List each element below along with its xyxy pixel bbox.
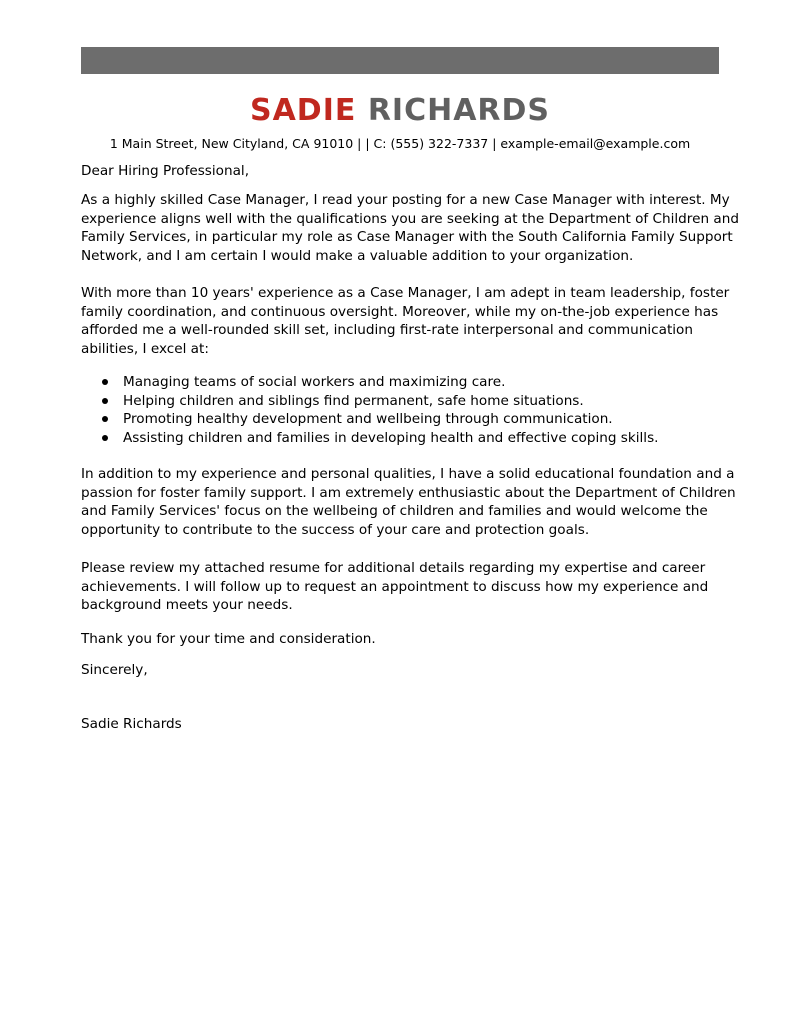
bullet-icon [102, 398, 108, 404]
text-line: In addition to my experience and personal qualities, I have a solid educational foundation and a [81, 466, 735, 482]
text-line: family coordination, and continuous oversight. Moreover, while my on-the-job experience has [81, 303, 719, 320]
paragraph-experience [81, 284, 730, 358]
paragraph-thanks: Thank you for your time and consideration. [81, 631, 376, 647]
text-line: abilities, I excel at: [81, 340, 209, 357]
text-line: experience aligns well with the qualifications you are seeking at the Department of Children and [81, 210, 739, 227]
list-item [81, 392, 721, 411]
text-line: With more than 10 years' experience as a Case Manager, I am adept in team leadership, foster [81, 285, 730, 301]
list-item-text: Managing teams of social workers and maximizing care. [123, 374, 506, 390]
salutation: Dear Hiring Professional, [81, 163, 250, 179]
list-item-text: Assisting children and families in developing health and effective coping skills. [123, 429, 659, 446]
list-item [81, 373, 721, 392]
skills-list [81, 373, 721, 447]
paragraph-education [81, 465, 736, 539]
list-item-text: Promoting healthy development and wellbeing through communication. [123, 411, 613, 427]
contact-info: 1 Main Street, New Cityland, CA 91010 | | C: (555) 322-7337 | example-email@example.com [109, 136, 691, 151]
text-line: afforded me a well-rounded skill set, including first-rate interpersonal and communication [81, 322, 693, 338]
text-line: Family Services, in particular my role as Case Manager with the South California Family Support [81, 229, 733, 245]
bullet-icon [102, 379, 108, 385]
last-name: RICHARDS [367, 93, 551, 128]
text-line: background meets your needs. [81, 597, 293, 613]
text-line: and Family Services' focus on the wellbeing of children and families and would welcome the [81, 503, 708, 519]
text-line: Network, and I am certain I would make a valuable addition to your organization. [81, 247, 634, 264]
header-bar [81, 47, 719, 74]
closing: Sincerely, [81, 662, 148, 678]
signature-name: Sadie Richards [81, 716, 182, 732]
text-line: opportunity to contribute to the success of your care and protection goals. [81, 521, 590, 538]
bullet-icon [102, 435, 108, 441]
text-line: Please review my attached resume for additional details regarding my expertise and career [81, 560, 706, 576]
paragraph-followup [81, 559, 721, 615]
first-name: SADIE [249, 93, 357, 128]
list-item-text: Helping children and siblings find permanent, safe home situations. [123, 392, 584, 409]
text-line: passion for foster family support. I am extremely enthusiastic about the Department of Children [81, 484, 736, 501]
paragraph-intro [81, 191, 739, 265]
text-line: As a highly skilled Case Manager, I read your posting for a new Case Manager with interest. My [81, 192, 730, 208]
list-item [81, 410, 721, 429]
list-item [81, 429, 721, 448]
bullet-icon [102, 416, 108, 422]
applicant-name [0, 91, 800, 131]
text-line: achievements. I will follow up to request an appointment to discuss how my experience and [81, 578, 709, 595]
